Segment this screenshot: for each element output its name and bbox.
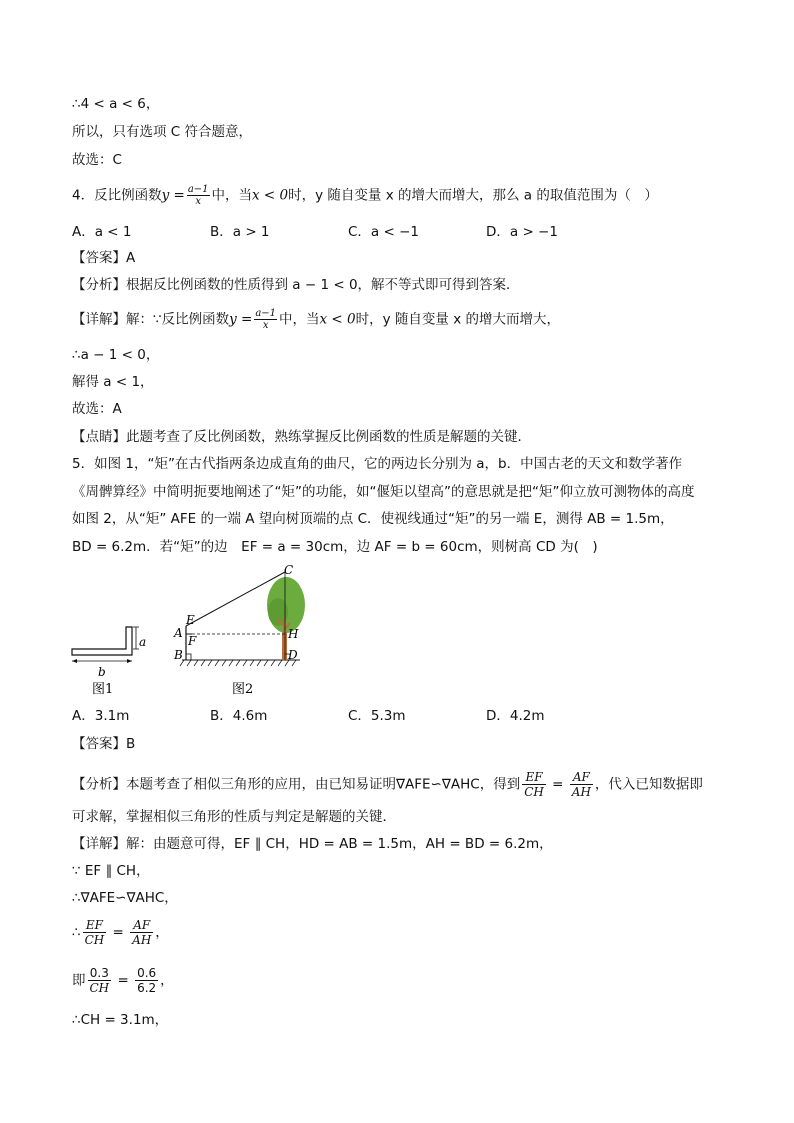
q4-step-1: ∴a − 1 < 0，: [72, 347, 160, 363]
q5-line-2: 《周髀算经》中简明扼要地阐述了“矩”的功能，如“偃矩以望高”的意思就是把“矩”仰立放可测物体的高度: [72, 484, 695, 500]
fig2-label-f: F: [188, 634, 197, 648]
q4-step-2: 解得 a < 1，: [72, 374, 154, 390]
fig2-label-c: C: [284, 563, 294, 577]
fig2-label-d: D: [288, 648, 298, 662]
fig1-label-b: b: [98, 665, 106, 679]
q5-option-c: C．5.3m: [348, 708, 406, 724]
fig2-caption: 图2: [232, 682, 254, 697]
q4-option-b: B．a > 1: [210, 224, 270, 240]
q5-figure: [60, 560, 320, 700]
q5-step-3: ∴ $\frac{EF}{CH}$ = $\frac{AF}{AH}$ ，: [72, 918, 169, 947]
q5-option-b: B．4.6m: [210, 708, 268, 724]
q5-option-a: A．3.1m: [72, 708, 130, 724]
prev-line-1: ∴4 < a < 6，: [72, 96, 160, 112]
q4-comment: 【点睛】此题考查了反比例函数，熟练掌握反比例函数的性质是解题的关键．: [72, 429, 531, 445]
q5-answer: 【答案】B: [72, 736, 136, 752]
q5-line-4: BD = 6.2m．若“矩”的边 EF = a = 30cm，边 AF = b = 60cm，则树高 CD 为( ): [72, 539, 598, 555]
q4-fraction: $\frac{a-1}{x}$: [187, 184, 209, 207]
q4-options: [72, 222, 722, 242]
q4-detail: 【详解】解：∵反比例函数y = $\frac{a-1}{x}$ 中，当x < 0时，y 随自变量 x 的增大而增大，: [72, 308, 560, 331]
fig2-label-e: E: [186, 613, 195, 627]
q5-analysis: 【分析】本题考查了相似三角形的应用，由已知易证明∇AFE∽∇AHC，得到 $\frac{EF}{CH}$ = $\frac{AF}{AH}$ ，代入已知数据即: [72, 770, 703, 799]
fig1-label-a: a: [139, 635, 147, 649]
figure-2-scene: [173, 563, 305, 697]
q5-line-3: 如图 2，从“矩” AFE 的一端 A 望向树顶端的点 C．使视线通过“矩”的另一端 E，测得 AB = 1.5m，: [72, 511, 674, 527]
q5-step-1: ∵ EF ∥ CH，: [72, 863, 150, 879]
prev-line-2: 所以，只有选项 C 符合题意，: [72, 124, 253, 140]
q5-option-d: D．4.2m: [486, 708, 545, 724]
q4-analysis: 【分析】根据反比例函数的性质得到 a − 1 < 0，解不等式即可得到答案．: [72, 277, 520, 293]
q4-stem: 4．反比例函数y = $\frac{a-1}{x}$ 中，当x < 0时，y 随自变量 x 的增大而增大，那么 a 的取值范围为（ ）: [72, 184, 658, 207]
q5-step-5: ∴CH = 3.1m，: [72, 1012, 169, 1028]
q5-analysis-line-2: 可求解，掌握相似三角形的性质与判定是解题的关键．: [72, 809, 396, 825]
q4-option-d: D．a > −1: [486, 224, 558, 240]
q4-option-a: A．a < 1: [72, 224, 132, 240]
fig2-label-b: B: [174, 648, 183, 662]
q5-detail: 【详解】解：由题意可得，EF ∥ CH，HD = AB = 1.5m，AH = BD = 6.2m，: [72, 836, 553, 852]
fig2-label-h: H: [288, 627, 299, 641]
prev-line-3: 故选：C: [72, 152, 122, 168]
q5-options: [72, 706, 722, 726]
figure-1-ruler: [72, 627, 146, 697]
q4-answer: 【答案】A: [72, 250, 136, 266]
q5-step-2: ∴∇AFE∽∇AHC，: [72, 890, 178, 906]
q5-step-4: 即 $\frac{0.3}{CH}$ = $\frac{0.6}{6.2}$ ，: [72, 966, 174, 995]
q4-option-c: C．a < −1: [348, 224, 419, 240]
fig2-label-a: A: [174, 626, 183, 640]
q5-line-1: 5．如图 1，“矩”在古代指两条边成直角的曲尺，它的两边长分别为 a，b．中国古老的天文和数学著作: [72, 456, 683, 472]
q4-step-3: 故选：A: [72, 401, 122, 417]
fig1-caption: 图1: [92, 682, 114, 697]
